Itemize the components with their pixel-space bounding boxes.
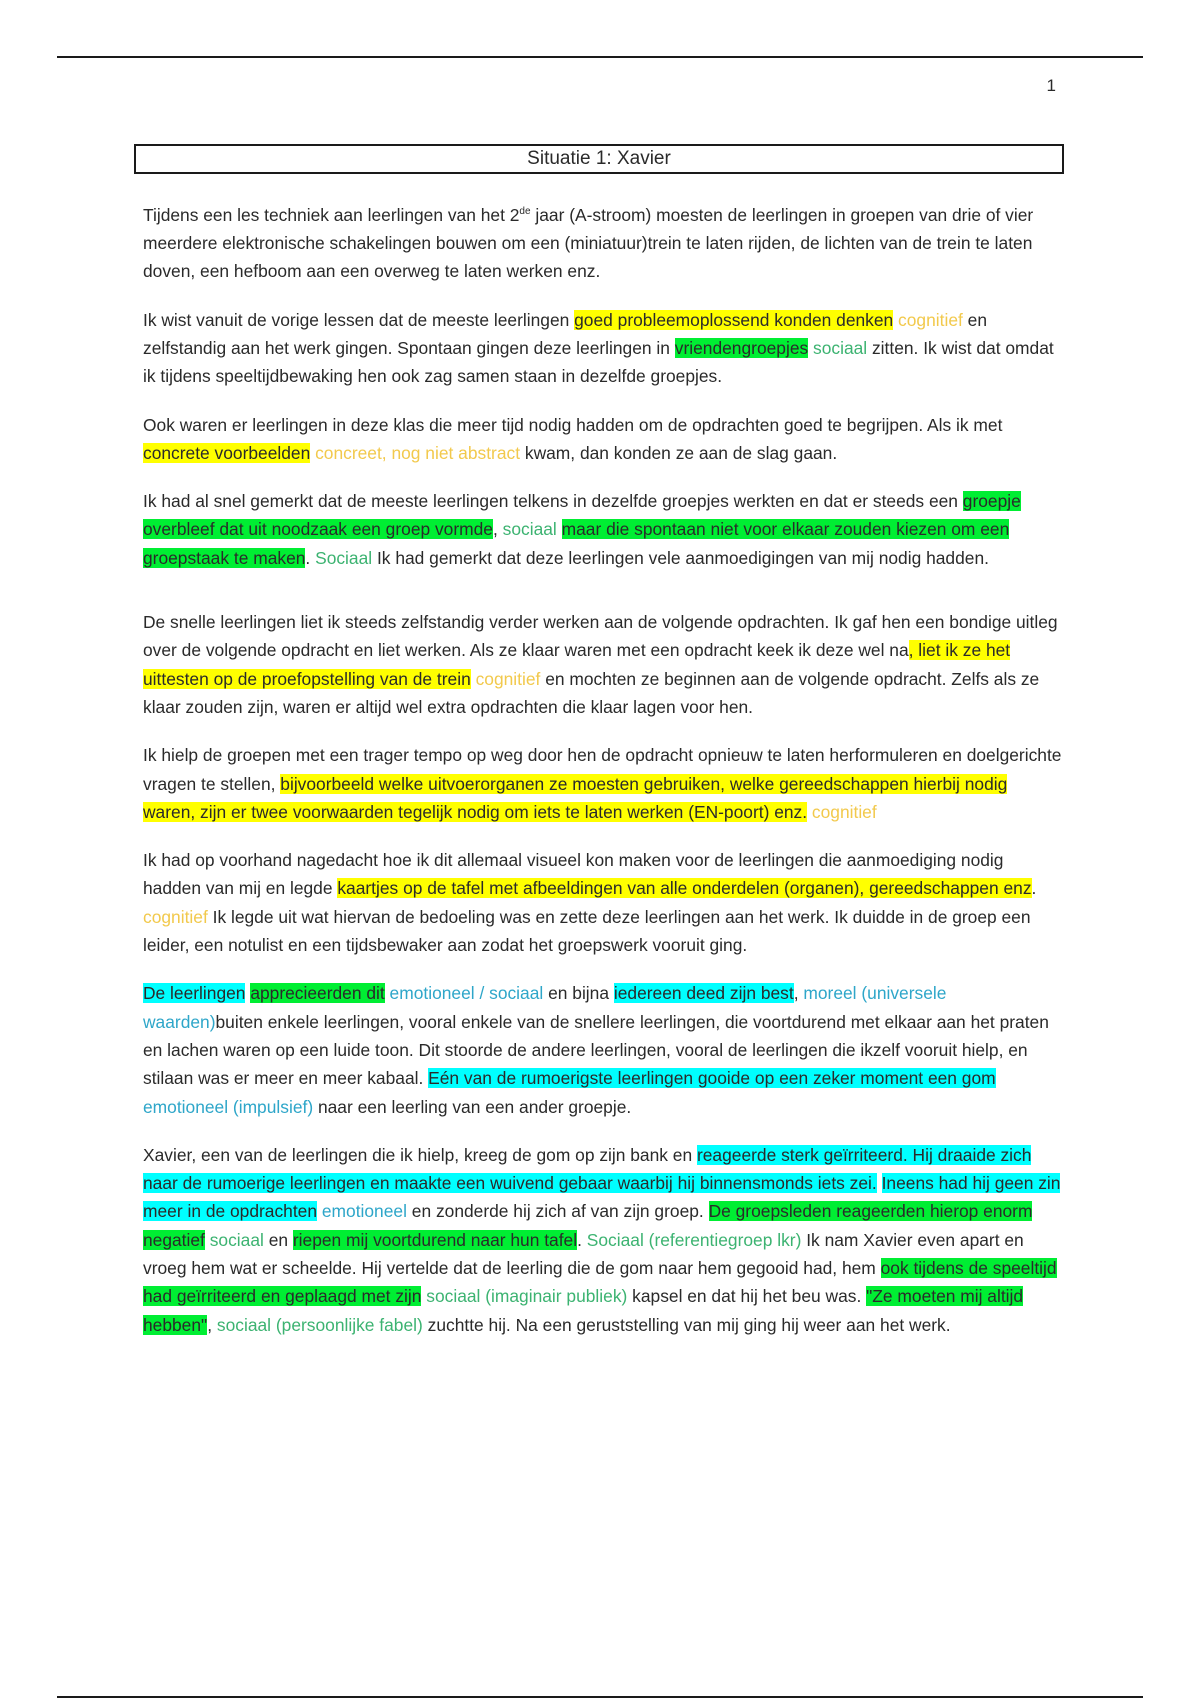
annotation-label: sociaal (imaginair publiek) — [421, 1286, 628, 1307]
paragraph-8: De leerlingen apprecieerden dit emotioneel / sociaal en bijna iedereen deed zijn best, moreel (universele waarden)buiten enkele leerlingen, vooral enkele van de snellere leerlingen, die voortdurend met elkaar aan het praten en lachen waren op een luide toon. Dit stoorde de andere leerlingen, vooral de leerlingen die ikzelf vooruit hielp, en stilaan was er meer en meer kabaal. Eén van de rumoerigste leerlingen gooide op een zeker moment een gom emotioneel (impulsief) naar een leerling van een ander groepje. — [143, 983, 1049, 1117]
annotation-label: cognitief — [470, 668, 541, 689]
paragraph-9: Xavier, een van de leerlingen die ik hielp, kreeg de gom op zijn bank en reageerde sterk geïrriteerd. Hij draaide zich naar de rumoerige leerlingen en maakte een wuivend gebaar waarbij hij binnensmonds iets zei. Ineens had hij geen zin meer in de opdrachten emotioneel en zonderde hij zich af van zijn groep. De groepsleden reageerden hierop enorm negatief sociaal en riepen mij voortdurend naar hun tafel. Sociaal (referentiegroep lkr) Ik nam Xavier even apart en vroeg hem wat er scheelde. Hij vertelde dat de leerling die de gom naar hem gegooid had, hem ook tijdens de speeltijd had geïrriteerd en geplaagd met zijn sociaal (imaginair publiek) kapsel en dat hij het beu was. "Ze moeten mij altijd hebben", sociaal (persoonlijke fabel) zuchtte hij. Na een geruststelling van mij ging hij weer aan het werk. — [143, 1144, 1061, 1335]
annotation-label: sociaal — [808, 337, 868, 358]
highlight-green: De groepsleden reageerden hierop enorm negatief — [143, 1201, 1033, 1250]
highlight-green: apprecieerden dit — [250, 983, 385, 1004]
highlight-yellow: goed probleemoplossend konden denken — [574, 309, 894, 330]
highlight-green: groepje overbleef dat uit noodzaak een groep vormde — [143, 491, 1021, 540]
page-number: 1 — [1046, 76, 1056, 95]
annotation-label: concreet, nog niet abstract — [310, 442, 521, 463]
paragraph-6: Ik hielp de groepen met een trager tempo op weg door hen de opdracht opnieuw te laten herformuleren en doelgerichte vragen te stellen, bijvoorbeeld welke uitvoerorganen ze moesten gebruiken, welke gereedschappen hierbij nodig waren, zijn er twee voorwaarden tegelijk nodig om iets te laten werken (EN-poort) enz. cognitief — [143, 745, 1062, 822]
highlight-yellow: concrete voorbeelden — [143, 442, 311, 463]
annotation-label: sociaal — [502, 519, 557, 540]
header-rule — [57, 56, 1143, 58]
annotation-label: emotioneel — [317, 1201, 407, 1222]
annotation-label: moreel (universele waarden) — [143, 983, 947, 1032]
highlight-cyan: De leerlingen — [143, 983, 246, 1004]
page-title-box — [134, 144, 1064, 174]
highlight-cyan: reageerde sterk geïrriteerd. Hij draaide zich naar de rumoerige leerlingen en maakte een wuivend gebaar waarbij hij binnensmonds iets zei. — [143, 1144, 1032, 1194]
paragraph-5: De snelle leerlingen liet ik steeds zelfstandig verder werken aan de volgende opdrachten. Ik gaf hen een bondige uitleg over de volgende opdracht en liet werken. Als ze klaar waren met een opdracht keek ik deze wel na, liet ik ze het uittesten op de proefopstelling van de trein cognitief en mochten ze beginnen aan de volgende opdracht. Zelfs als ze klaar zouden zijn, waren er altijd wel extra opdrachten die klaar lagen voor hen. — [143, 612, 1058, 717]
footer-rule — [57, 1696, 1143, 1698]
annotation-label: emotioneel (impulsief) — [143, 1096, 314, 1117]
document-body — [143, 198, 1063, 1359]
highlight-cyan: iedereen deed zijn best — [613, 983, 794, 1004]
highlight-cyan: Eén van de rumoerigste leerlingen gooide op een zeker moment een gom — [428, 1068, 996, 1089]
paragraph-7: Ik had op voorhand nagedacht hoe ik dit allemaal visueel kon maken voor de leerlingen die aanmoediging nodig hadden van mij en legde kaartjes op de tafel met afbeeldingen van alle onderdelen (organen), gereedschappen enz. cognitief Ik legde uit wat hiervan de bedoeling was en zette deze leerlingen aan het werk. Ik duidde in de groep een leider, een notulist en een tijdsbewaker aan zodat het groepswerk vooruit ging. — [143, 850, 1037, 956]
page-title: Situatie 1: Xavier — [527, 148, 671, 169]
paragraph-3: Ook waren er leerlingen in deze klas die meer tijd nodig hadden om de opdrachten goed te begrijpen. Als ik met concrete voorbeelden concreet, nog niet abstract kwam, dan konden ze aan de slag gaan. — [143, 414, 1003, 463]
highlight-green: maar die spontaan niet voor elkaar zouden kiezen om een groepstaak te maken — [143, 519, 1010, 568]
annotation-label: Sociaal — [315, 547, 373, 568]
annotation-label: Sociaal (referentiegroep lkr) — [586, 1229, 802, 1250]
highlight-green: "Ze moeten mij altijd hebben" — [143, 1286, 1024, 1335]
highlight-green: vriendengroepjes — [674, 337, 809, 358]
annotation-label: emotioneel / sociaal — [384, 983, 544, 1004]
highlight-yellow: kaartjes op de tafel met afbeeldingen van alle onderdelen (organen), gereedschappen enz — [337, 878, 1032, 899]
annotation-label: cognitief — [143, 906, 208, 927]
superscript: de — [519, 206, 531, 217]
annotation-label: cognitief — [807, 801, 877, 822]
highlight-cyan: Ineens had hij geen zin meer in de opdrachten — [143, 1173, 1061, 1222]
annotation-label: sociaal — [204, 1229, 264, 1250]
highlight-yellow: bijvoorbeeld welke uitvoerorganen ze moesten gebruiken, welke gereedschappen hierbij nodig waren, zijn er twee voorwaarden tegelijk nodig om iets te laten werken (EN-poort) enz. — [143, 773, 1008, 822]
annotation-label: sociaal (persoonlijke fabel) — [216, 1314, 423, 1335]
paragraph-2: Ik wist vanuit de vorige lessen dat de meeste leerlingen goed probleemoplossend konden denken cognitief en zelfstandig aan het werk gingen. Spontaan gingen deze leerlingen in vriendengroepjes sociaal zitten. Ik wist dat omdat ik tijdens speeltijdbewaking hen ook zag samen staan in dezelfde groepjes. — [143, 309, 1054, 387]
highlight-green: ook tijdens de speeltijd had geïrriteerd en geplaagd met zijn — [143, 1258, 1057, 1307]
highlight-green: riepen mij voortdurend naar hun tafel — [292, 1229, 578, 1250]
annotation-label: cognitief — [893, 309, 968, 330]
paragraph-1: Tijdens een les techniek aan leerlingen van het 2de jaar (A-stroom) moesten de leerlingen in groepen van drie of vier meerdere elektronische schakelingen bouwen om een (miniatuur)trein te laten rijden, de lichten van de trein te laten doven, een hefboom aan een overweg te laten werken enz. — [143, 204, 1034, 282]
highlight-yellow: , liet ik ze het uittesten op de proefopstelling van de trein — [143, 640, 1011, 689]
paragraph-4: Ik had al snel gemerkt dat de meeste leerlingen telkens in dezelfde groepjes werkten en dat er steeds een groepje overbleef dat uit noodzaak een groep vormde, sociaal maar die spontaan niet voor elkaar zouden kiezen om een groepstaak te maken. Sociaal Ik had gemerkt dat deze leerlingen vele aanmoedigingen van mij nodig hadden. — [143, 491, 1021, 568]
